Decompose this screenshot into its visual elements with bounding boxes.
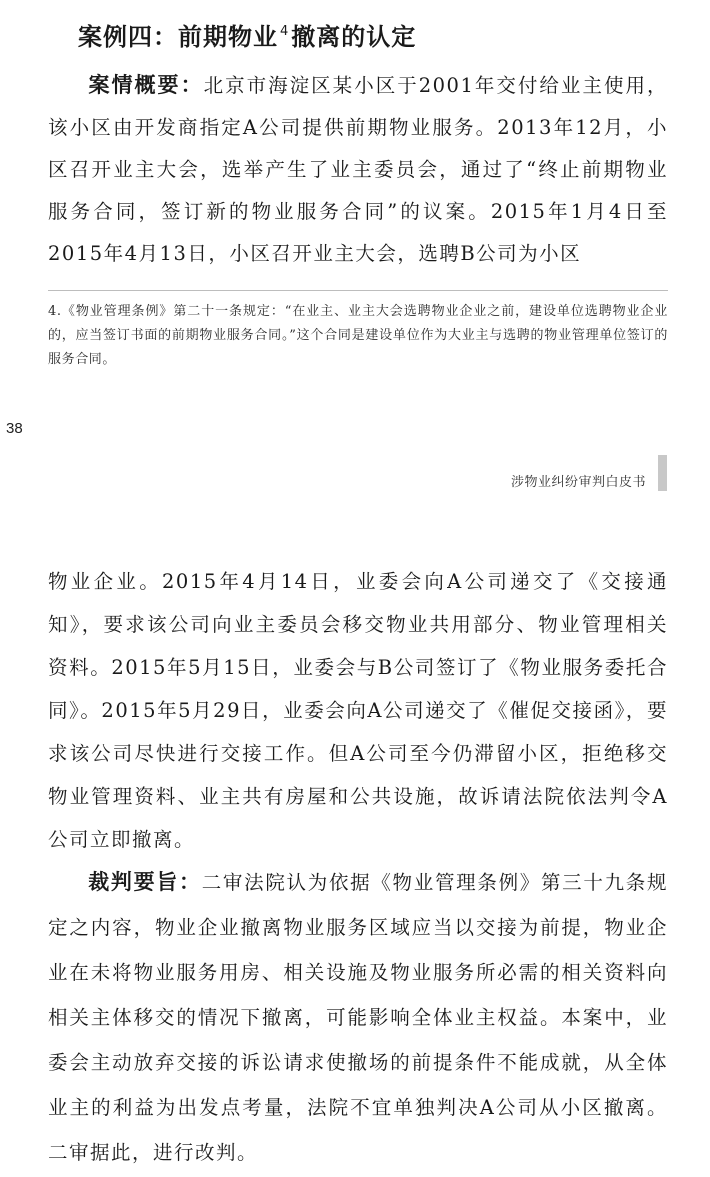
footnote-divider — [48, 290, 668, 291]
ruling-paragraph — [48, 860, 668, 1175]
running-head-bar — [658, 455, 667, 491]
case-summary-paragraph — [48, 64, 668, 275]
page-number: 38 — [6, 420, 23, 437]
ruling-label: 裁判要旨： — [88, 870, 202, 894]
case-summary-text: 北京市海淀区某小区于2001年交付给业主使用，该小区由开发商指定A公司提供前期物业服务。2013年12月，小区召开业主大会，选举产生了业主委员会，通过了“终止前期物业服务合同，签订新的物业服务合同”的议案。2015年1月4日至2015年4月13日，小区召开业主大会，选聘B公司为小区 — [48, 74, 668, 265]
ruling-text: 二审法院认为依据《物业管理条例》第三十九条规定之内容，物业企业撤离物业服务区域应当以交接为前提，物业企业在未将物业服务用房、相关设施及物业服务所必需的相关资料向相关主体移交的情况下撤离，可能影响全体业主权益。本案中，业委会主动放弃交接的诉讼请求使撤场的前提条件不能成就，从全体业主的利益为出发点考量，法院不宜单独判决A公司从小区撤离。二审据此，进行改判。 — [48, 871, 668, 1164]
footnote-reference: 4 — [280, 24, 290, 39]
footnote: 4.《物业管理条例》第二十一条规定：“在业主、业主大会选聘物业企业之前，建设单位选聘物业企业的，应当签订书面的前期物业服务合同。”这个合同是建设单位作为大业主与选聘的物业管理单位签订的服务合同。 — [48, 304, 668, 367]
case-title-end: 撤离的认定 — [291, 23, 417, 51]
case-summary-continued: 物业企业。2015年4月14日，业委会向A公司递交了《交接通知》，要求该公司向业主委员会移交物业共用部分、物业管理相关资料。2015年5月15日，业委会与B公司签订了《物业服务委托合同》。2015年5月29日，业委会向A公司递交了《催促交接函》，要求该公司尽快进行交接工作。但A公司至今仍滞留小区，拒绝移交物业管理资料、业主共有房屋和公共设施，故诉请法院依法判令A公司立即撤离。 — [48, 570, 668, 851]
case-title-main: 案例四：前期物业 — [78, 23, 278, 51]
case-summary-label: 案情概要： — [88, 73, 204, 97]
case-title — [78, 14, 416, 55]
running-head: 涉物业纠纷审判白皮书 — [510, 475, 646, 490]
